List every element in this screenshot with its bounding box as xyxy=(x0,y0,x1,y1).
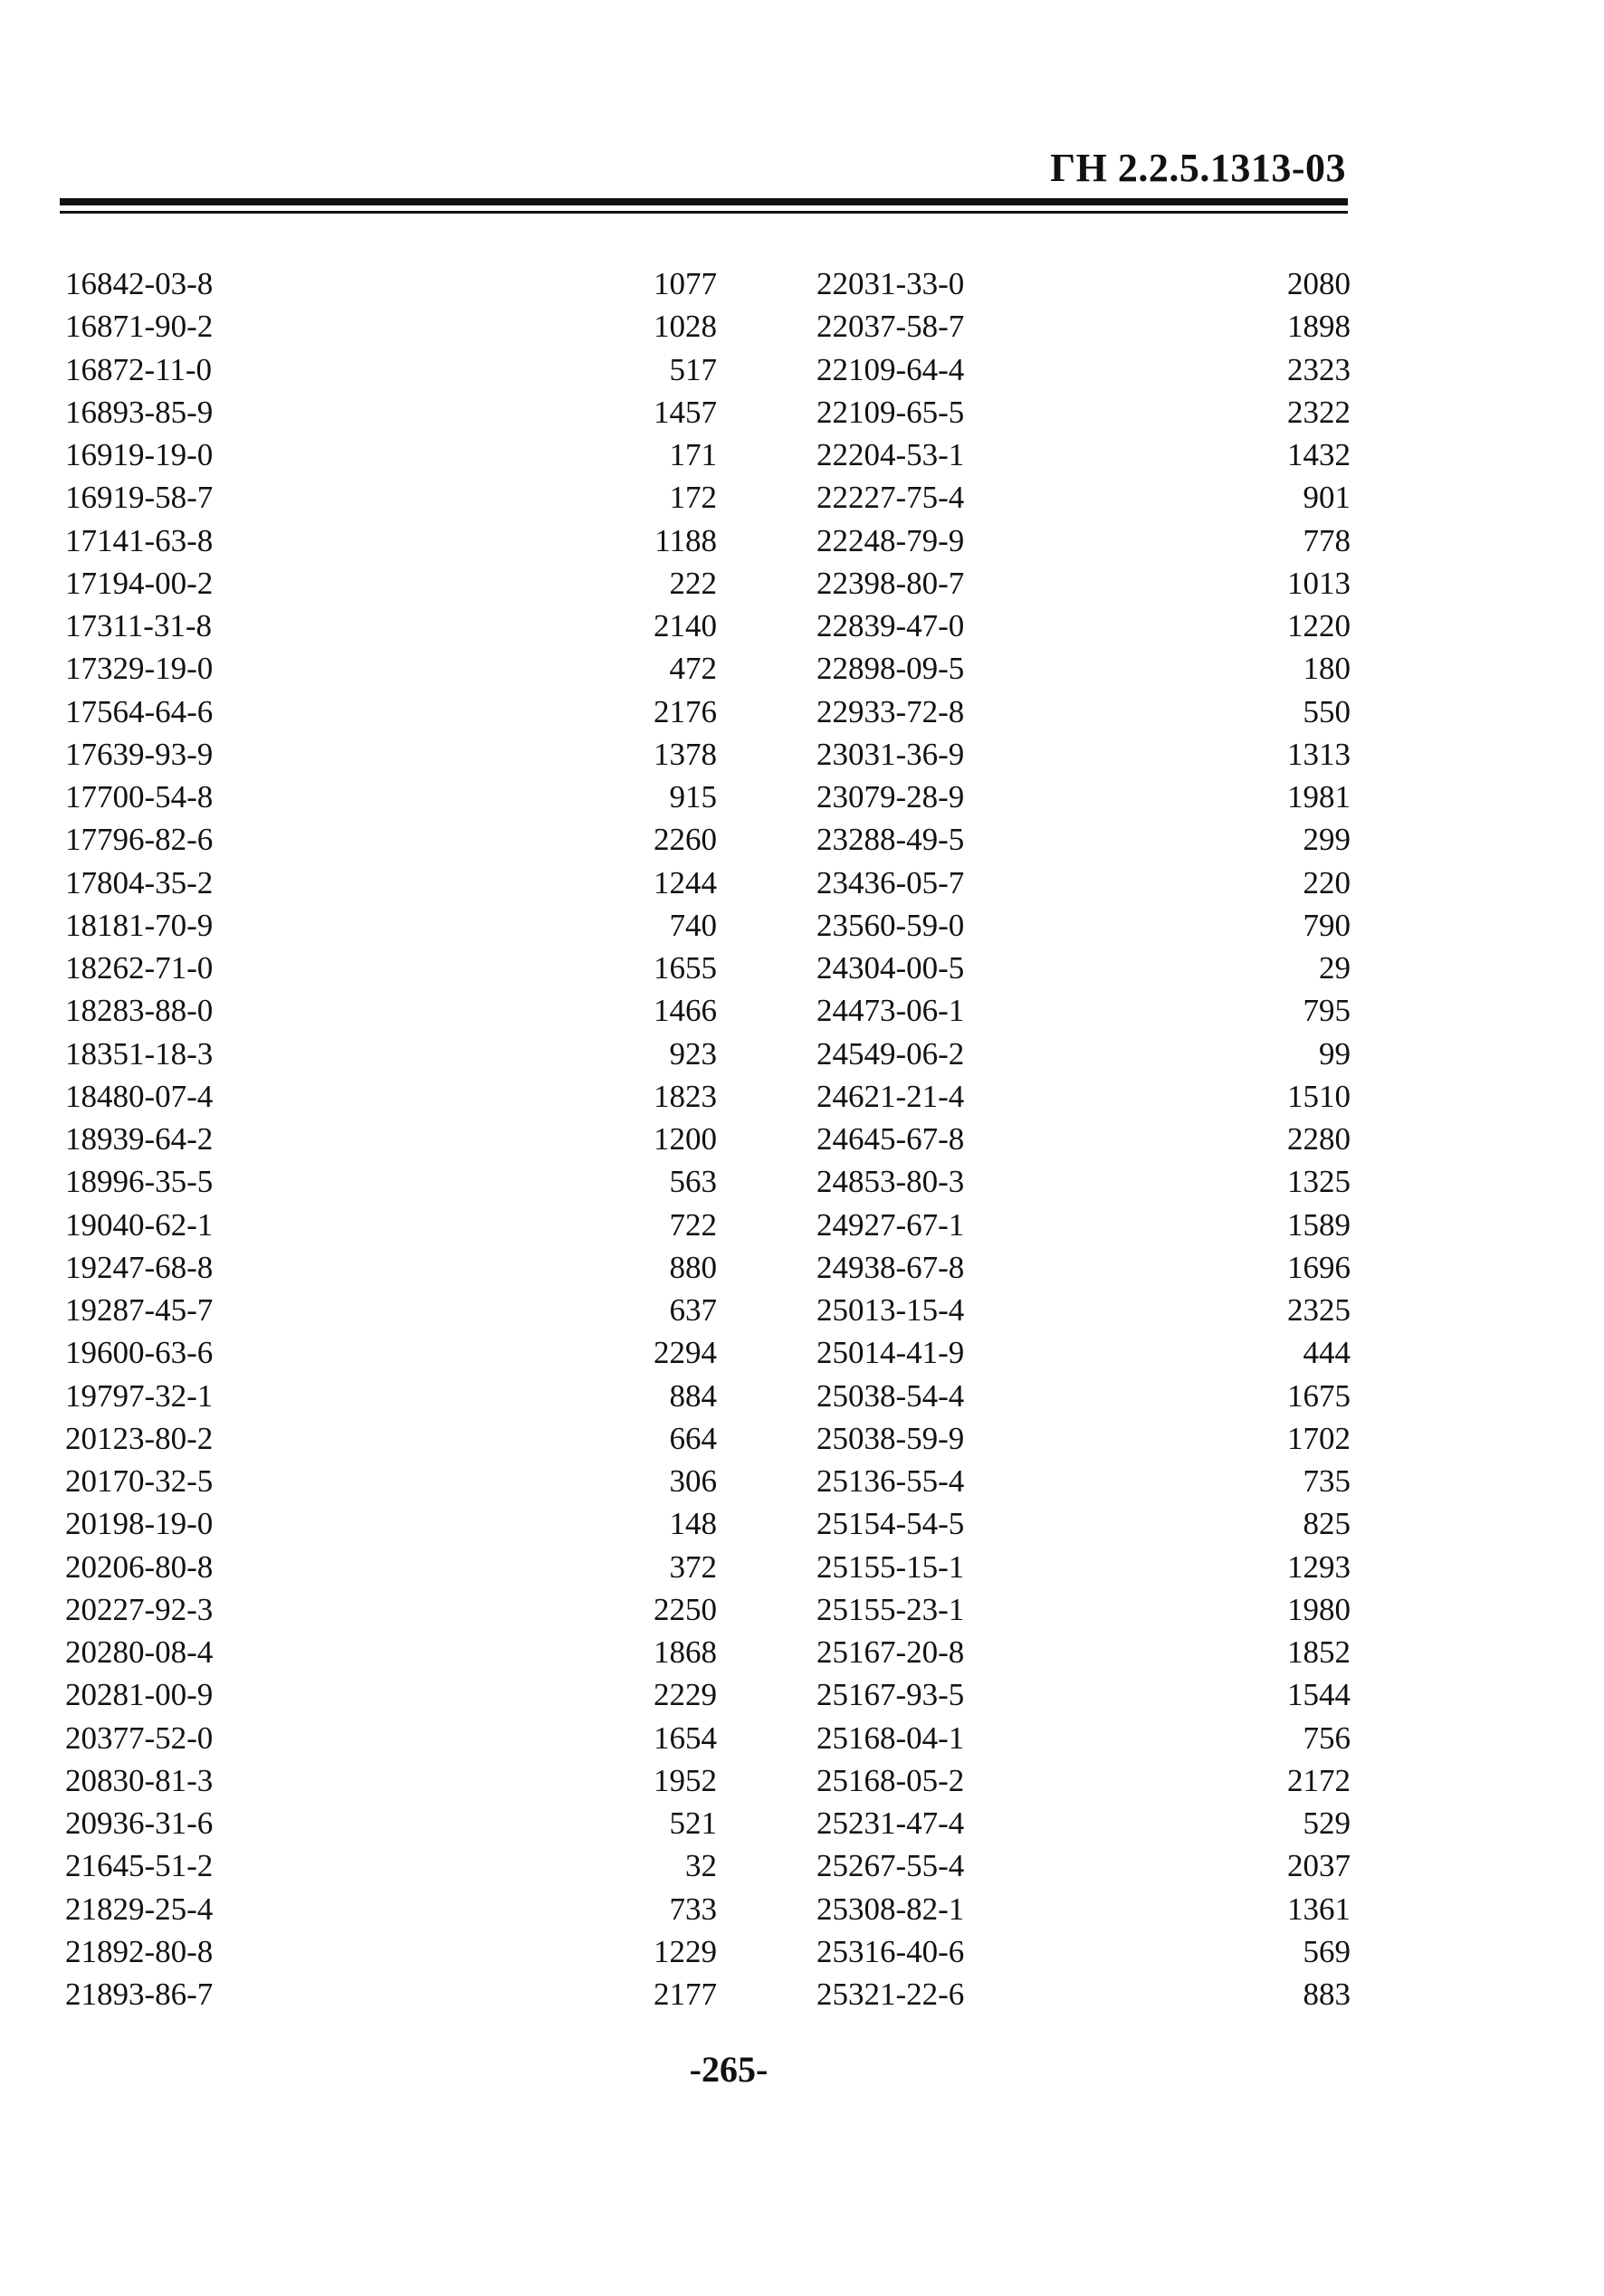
cas-number-left: 19287-45-7 xyxy=(65,1292,214,1329)
index-number-left: 1823 xyxy=(654,1078,717,1114)
table-row xyxy=(65,1631,1351,1673)
index-number-left: 2177 xyxy=(654,1977,717,2013)
cas-number-left: 20830-81-3 xyxy=(65,1762,214,1798)
index-number-left: 637 xyxy=(669,1292,717,1329)
index-number-right: 569 xyxy=(1303,1933,1351,1969)
index-number-right: 1220 xyxy=(1287,608,1351,644)
index-number-right: 2325 xyxy=(1287,1292,1351,1329)
table-row xyxy=(65,1717,1351,1759)
cas-number-left: 17194-00-2 xyxy=(65,565,214,601)
cas-number-left: 20170-32-5 xyxy=(65,1463,214,1500)
cas-number-right: 25168-04-1 xyxy=(816,1720,965,1756)
index-number-right: 1589 xyxy=(1287,1206,1351,1243)
cas-number-left: 17639-93-9 xyxy=(65,736,214,772)
index-number-right: 1852 xyxy=(1287,1634,1351,1671)
table-row xyxy=(65,1033,1351,1075)
index-number-right: 2080 xyxy=(1287,266,1351,302)
index-number-right: 1013 xyxy=(1287,565,1351,601)
table-row xyxy=(65,605,1351,647)
index-number-right: 99 xyxy=(1319,1035,1351,1072)
cas-number-right: 25014-41-9 xyxy=(816,1335,965,1371)
cas-number-right: 24473-06-1 xyxy=(816,993,965,1029)
index-number-left: 740 xyxy=(669,907,717,943)
table-row xyxy=(65,1759,1351,1802)
index-number-right: 778 xyxy=(1303,522,1351,558)
index-number-left: 880 xyxy=(669,1249,717,1285)
cas-number-right: 24621-21-4 xyxy=(816,1078,965,1114)
cas-number-left: 16842-03-8 xyxy=(65,266,214,302)
index-number-right: 2280 xyxy=(1287,1121,1351,1158)
cas-number-right: 22227-75-4 xyxy=(816,480,965,516)
table-row xyxy=(65,1204,1351,1246)
index-number-left: 1188 xyxy=(654,522,717,558)
table-row xyxy=(65,818,1351,861)
cas-number-right: 22037-58-7 xyxy=(816,309,965,345)
table-row xyxy=(65,1888,1351,1930)
table-row xyxy=(65,305,1351,348)
cas-number-left: 19797-32-1 xyxy=(65,1377,214,1414)
index-number-left: 306 xyxy=(669,1463,717,1500)
index-number-right: 1510 xyxy=(1287,1078,1351,1114)
cas-number-right: 24304-00-5 xyxy=(816,950,965,986)
index-number-left: 148 xyxy=(669,1506,717,1542)
table-row xyxy=(65,989,1351,1032)
index-number-right: 825 xyxy=(1303,1506,1351,1542)
index-number-right: 1898 xyxy=(1287,309,1351,345)
cas-number-left: 20280-08-4 xyxy=(65,1634,214,1671)
cas-number-left: 16893-85-9 xyxy=(65,394,214,430)
table-row xyxy=(65,433,1351,476)
page-number: -265- xyxy=(689,2049,769,2090)
table-row xyxy=(65,348,1351,391)
index-number-right: 1293 xyxy=(1287,1548,1351,1585)
index-number-left: 2294 xyxy=(654,1335,717,1371)
cas-number-right: 22839-47-0 xyxy=(816,608,965,644)
index-number-left: 172 xyxy=(669,480,717,516)
index-number-right: 883 xyxy=(1303,1977,1351,2013)
index-number-right: 2322 xyxy=(1287,394,1351,430)
cas-number-right: 24927-67-1 xyxy=(816,1206,965,1243)
cas-number-left: 17329-19-0 xyxy=(65,651,214,687)
index-number-right: 1544 xyxy=(1287,1677,1351,1713)
index-number-left: 1200 xyxy=(654,1121,717,1158)
cas-number-right: 25155-23-1 xyxy=(816,1591,965,1627)
index-number-left: 664 xyxy=(669,1420,717,1456)
cas-number-right: 22031-33-0 xyxy=(816,266,965,302)
index-number-left: 222 xyxy=(669,565,717,601)
index-number-right: 29 xyxy=(1319,950,1351,986)
index-number-left: 171 xyxy=(669,437,717,473)
index-number-right: 1702 xyxy=(1287,1420,1351,1456)
index-number-right: 1361 xyxy=(1287,1891,1351,1927)
index-number-right: 2037 xyxy=(1287,1848,1351,1884)
cas-number-left: 18262-71-0 xyxy=(65,950,214,986)
cas-number-right: 25316-40-6 xyxy=(816,1933,965,1969)
cas-number-right: 24853-80-3 xyxy=(816,1164,965,1200)
index-number-left: 1457 xyxy=(654,394,717,430)
index-number-left: 722 xyxy=(669,1206,717,1243)
index-number-right: 1696 xyxy=(1287,1249,1351,1285)
index-number-left: 2260 xyxy=(654,822,717,858)
table-row xyxy=(65,1546,1351,1588)
index-number-left: 1028 xyxy=(654,309,717,345)
cas-number-left: 21829-25-4 xyxy=(65,1891,214,1927)
document-title: ГН 2.2.5.1313-03 xyxy=(1050,146,1346,190)
cas-number-right: 24645-67-8 xyxy=(816,1121,965,1158)
table-row xyxy=(65,1118,1351,1160)
index-number-left: 517 xyxy=(669,351,717,387)
index-number-left: 521 xyxy=(669,1805,717,1842)
table-row xyxy=(65,1417,1351,1460)
cas-number-left: 20281-00-9 xyxy=(65,1677,214,1713)
table-row xyxy=(65,1160,1351,1203)
cas-number-right: 25267-55-4 xyxy=(816,1848,965,1884)
cas-number-right: 22204-53-1 xyxy=(816,437,965,473)
cas-number-right: 23079-28-9 xyxy=(816,779,965,815)
index-number-right: 756 xyxy=(1303,1720,1351,1756)
cas-number-right: 25155-15-1 xyxy=(816,1548,965,1585)
cas-number-right: 25308-82-1 xyxy=(816,1891,965,1927)
cas-index-table xyxy=(65,262,1351,2015)
index-number-left: 923 xyxy=(669,1035,717,1072)
cas-number-right: 25013-15-4 xyxy=(816,1292,965,1329)
index-number-left: 1077 xyxy=(654,266,717,302)
cas-number-left: 20936-31-6 xyxy=(65,1805,214,1842)
table-row xyxy=(65,1802,1351,1844)
cas-number-left: 17700-54-8 xyxy=(65,779,214,815)
table-row xyxy=(65,733,1351,776)
index-number-right: 1980 xyxy=(1287,1591,1351,1627)
index-number-left: 1655 xyxy=(654,950,717,986)
table-row xyxy=(65,391,1351,433)
table-row xyxy=(65,862,1351,904)
table-row xyxy=(65,562,1351,605)
cas-number-left: 16919-58-7 xyxy=(65,480,214,516)
index-number-left: 2176 xyxy=(654,693,717,729)
index-number-left: 2140 xyxy=(654,608,717,644)
cas-number-left: 16871-90-2 xyxy=(65,309,214,345)
cas-number-left: 19040-62-1 xyxy=(65,1206,214,1243)
cas-number-left: 17311-31-8 xyxy=(65,608,213,644)
cas-number-right: 24549-06-2 xyxy=(816,1035,965,1072)
cas-number-left: 17564-64-6 xyxy=(65,693,214,729)
cas-number-left: 17141-63-8 xyxy=(65,522,214,558)
index-number-right: 1675 xyxy=(1287,1377,1351,1414)
index-number-left: 884 xyxy=(669,1377,717,1414)
cas-number-left: 20206-80-8 xyxy=(65,1548,214,1585)
table-row xyxy=(65,1973,1351,2015)
table-row xyxy=(65,691,1351,733)
table-row xyxy=(65,1331,1351,1374)
cas-number-left: 21892-80-8 xyxy=(65,1933,214,1969)
cas-number-right: 25136-55-4 xyxy=(816,1463,965,1500)
header-rule-thin xyxy=(60,211,1348,214)
table-row xyxy=(65,1460,1351,1502)
cas-number-left: 17796-82-6 xyxy=(65,822,214,858)
header-rule-thick xyxy=(60,198,1348,205)
cas-number-left: 20377-52-0 xyxy=(65,1720,214,1756)
index-number-right: 529 xyxy=(1303,1805,1351,1842)
cas-number-left: 21645-51-2 xyxy=(65,1848,214,1884)
table-row xyxy=(65,1673,1351,1716)
index-number-right: 2172 xyxy=(1287,1762,1351,1798)
cas-number-left: 20227-92-3 xyxy=(65,1591,214,1627)
table-row xyxy=(65,1502,1351,1545)
cas-number-right: 23560-59-0 xyxy=(816,907,965,943)
cas-number-right: 25154-54-5 xyxy=(816,1506,965,1542)
index-number-left: 2229 xyxy=(654,1677,717,1713)
index-number-left: 372 xyxy=(669,1548,717,1585)
table-row xyxy=(65,904,1351,947)
cas-number-right: 23031-36-9 xyxy=(816,736,965,772)
cas-number-left: 20123-80-2 xyxy=(65,1420,214,1456)
cas-number-right: 25168-05-2 xyxy=(816,1762,965,1798)
cas-number-left: 18181-70-9 xyxy=(65,907,214,943)
table-row xyxy=(65,476,1351,519)
index-number-left: 563 xyxy=(669,1164,717,1200)
index-number-right: 795 xyxy=(1303,993,1351,1029)
cas-number-left: 18939-64-2 xyxy=(65,1121,214,1158)
cas-number-right: 22398-80-7 xyxy=(816,565,965,601)
index-number-right: 2323 xyxy=(1287,351,1351,387)
table-row xyxy=(65,1588,1351,1631)
cas-number-left: 19600-63-6 xyxy=(65,1335,214,1371)
table-row xyxy=(65,1844,1351,1887)
cas-number-right: 25231-47-4 xyxy=(816,1805,965,1842)
index-number-left: 472 xyxy=(669,651,717,687)
index-number-right: 220 xyxy=(1303,864,1351,900)
cas-number-left: 18351-18-3 xyxy=(65,1035,214,1072)
cas-number-left: 20198-19-0 xyxy=(65,1506,214,1542)
table-row xyxy=(65,947,1351,989)
index-number-right: 1981 xyxy=(1287,779,1351,815)
index-number-left: 1229 xyxy=(654,1933,717,1969)
index-number-left: 1244 xyxy=(654,864,717,900)
index-number-left: 1466 xyxy=(654,993,717,1029)
cas-number-right: 22109-65-5 xyxy=(816,394,965,430)
table-body xyxy=(65,262,1351,2015)
index-number-left: 1654 xyxy=(654,1720,717,1756)
cas-number-right: 25167-20-8 xyxy=(816,1634,965,1671)
cas-number-left: 16872-11-0 xyxy=(65,351,213,387)
cas-number-left: 17804-35-2 xyxy=(65,864,214,900)
cas-number-left: 21893-86-7 xyxy=(65,1977,214,2013)
cas-number-left: 18996-35-5 xyxy=(65,1164,214,1200)
table-row xyxy=(65,1075,1351,1118)
cas-number-left: 18480-07-4 xyxy=(65,1078,214,1114)
index-number-right: 1432 xyxy=(1287,437,1351,473)
index-number-right: 299 xyxy=(1303,822,1351,858)
index-number-left: 915 xyxy=(669,779,717,815)
table-row xyxy=(65,519,1351,562)
cas-number-left: 18283-88-0 xyxy=(65,993,214,1029)
index-number-right: 1325 xyxy=(1287,1164,1351,1200)
index-number-right: 180 xyxy=(1303,651,1351,687)
index-number-right: 901 xyxy=(1303,480,1351,516)
cas-number-right: 22898-09-5 xyxy=(816,651,965,687)
cas-number-right: 23288-49-5 xyxy=(816,822,965,858)
index-number-left: 1952 xyxy=(654,1762,717,1798)
cas-number-left: 19247-68-8 xyxy=(65,1249,214,1285)
index-number-right: 444 xyxy=(1303,1335,1351,1371)
cas-number-right: 22933-72-8 xyxy=(816,693,965,729)
index-number-left: 1868 xyxy=(654,1634,717,1671)
cas-number-right: 25038-54-4 xyxy=(816,1377,965,1414)
table-row xyxy=(65,1930,1351,1973)
table-row xyxy=(65,1289,1351,1331)
cas-number-right: 22248-79-9 xyxy=(816,522,965,558)
table-row xyxy=(65,262,1351,305)
index-number-left: 2250 xyxy=(654,1591,717,1627)
cas-number-right: 25038-59-9 xyxy=(816,1420,965,1456)
cas-number-left: 16919-19-0 xyxy=(65,437,214,473)
index-number-right: 790 xyxy=(1303,907,1351,943)
table-row xyxy=(65,647,1351,690)
index-number-right: 1313 xyxy=(1287,736,1351,772)
index-number-left: 1378 xyxy=(654,736,717,772)
index-number-left: 32 xyxy=(685,1848,717,1884)
table-row xyxy=(65,1246,1351,1289)
cas-number-right: 25167-93-5 xyxy=(816,1677,965,1713)
index-number-right: 735 xyxy=(1303,1463,1351,1500)
cas-number-right: 24938-67-8 xyxy=(816,1249,965,1285)
cas-number-right: 23436-05-7 xyxy=(816,864,965,900)
cas-number-right: 25321-22-6 xyxy=(816,1977,965,2013)
index-number-left: 733 xyxy=(669,1891,717,1927)
cas-number-right: 22109-64-4 xyxy=(816,351,965,387)
index-number-right: 550 xyxy=(1303,693,1351,729)
table-row xyxy=(65,776,1351,818)
table-row xyxy=(65,1375,1351,1417)
